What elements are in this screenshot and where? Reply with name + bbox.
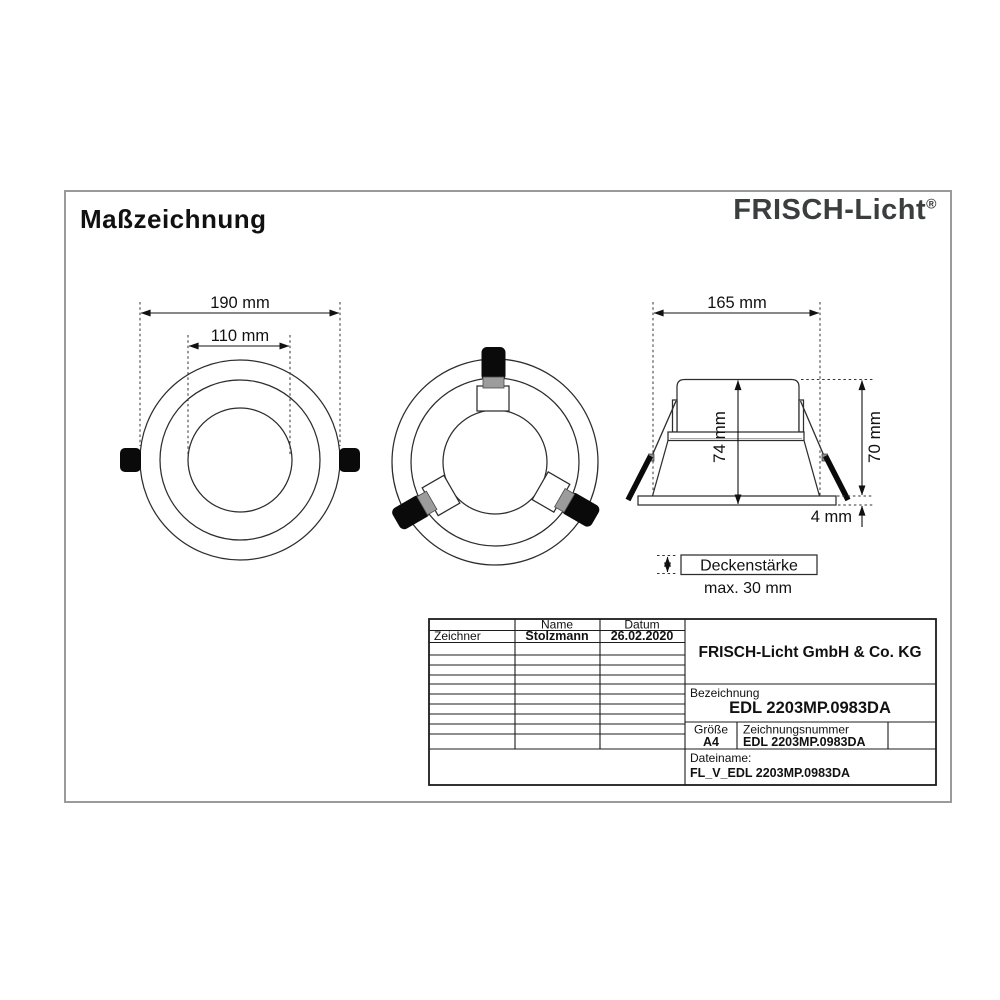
title-block: [429, 618, 936, 786]
clip-bracket: [477, 386, 509, 411]
tb-row-datum: 26.02.2020: [610, 629, 674, 643]
flange: [638, 496, 836, 505]
ceiling-max-value: max. 30 mm: [703, 580, 793, 597]
ceiling-thickness-note: [657, 555, 817, 597]
rear-view: [388, 347, 603, 565]
tb-header-datum: Datum: [624, 617, 660, 632]
tb-groesse-label: Größe: [693, 722, 729, 737]
tb-zeichnungsnummer-value: EDL 2203MP.0983DA: [743, 735, 866, 749]
tb-header-name: Name: [540, 617, 574, 632]
side-view: [628, 294, 884, 527]
dim-label-flange-height: 4 mm: [810, 508, 852, 526]
left-spring-arm: [628, 456, 651, 500]
tb-company: FRISCH-Licht GmbH & Co. KG: [698, 644, 922, 661]
tb-row-name: Stolzmann: [525, 629, 589, 643]
dim-label-height: 70 mm: [865, 411, 884, 463]
dim-label-width: 165 mm: [707, 294, 767, 312]
front-inner-ring: [188, 408, 292, 512]
brand-logo-text: FRISCH-Licht: [733, 194, 927, 226]
tb-bezeichnung-value: EDL 2203MP.0983DA: [729, 699, 891, 717]
page-title: Maßzeichnung: [80, 204, 267, 234]
clip-spring-black: [482, 347, 506, 381]
tb-dateiname-label: Dateiname:: [690, 751, 752, 765]
dim-label-recess-depth: 74 mm: [710, 411, 729, 463]
spring-clip-rotated-120: [532, 472, 603, 532]
tb-row-role: Zeichner: [434, 629, 481, 643]
registered-mark-icon: ®: [926, 195, 937, 212]
front-left-tab: [120, 448, 141, 472]
tb-zeichnungsnummer-label: Zeichnungsnummer: [743, 722, 850, 737]
front-outer-ring: [140, 360, 340, 560]
rear-inner-ring: [443, 410, 547, 514]
front-middle-ring: [160, 380, 320, 540]
clip-band: [483, 377, 504, 388]
tb-groesse-value: A4: [703, 735, 719, 749]
front-right-tab: [339, 448, 360, 472]
tb-dateiname-value: FL_V_EDL 2203MP.0983DA: [690, 766, 851, 780]
dim-label-outer-diameter: 190 mm: [210, 294, 270, 312]
tb-bezeichnung-label: Bezeichnung: [690, 686, 760, 700]
dim-label-cutout-diameter: 110 mm: [210, 327, 270, 345]
ceiling-label: Deckenstärke: [700, 557, 798, 575]
front-view: [120, 294, 360, 560]
spring-clip-rotated-240: [388, 475, 459, 535]
trim-ring: [668, 432, 804, 441]
right-spring-arm: [826, 456, 849, 500]
cone-right-wall: [804, 441, 820, 497]
